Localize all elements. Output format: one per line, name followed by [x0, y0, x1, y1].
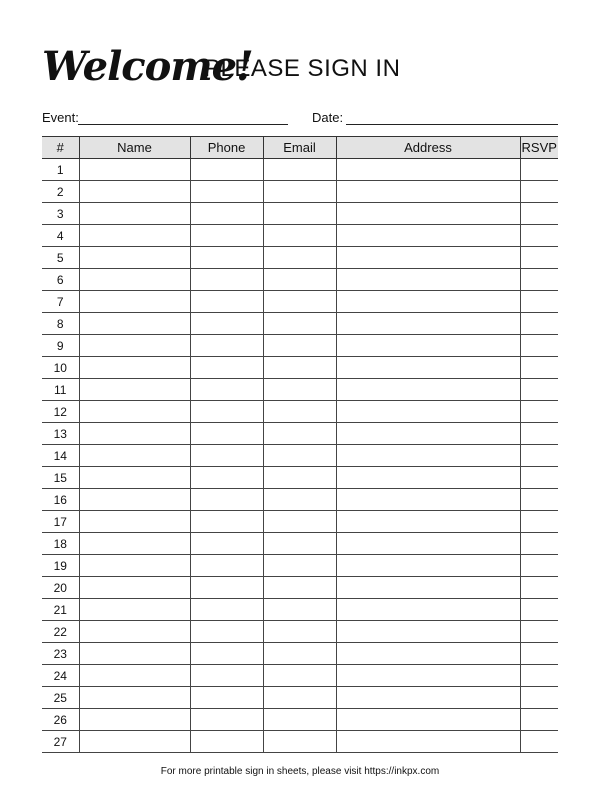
phone-cell[interactable]: [190, 555, 263, 577]
address-cell[interactable]: [336, 621, 520, 643]
address-cell[interactable]: [336, 379, 520, 401]
rsvp-cell[interactable]: [520, 599, 558, 621]
table-row: [42, 159, 558, 181]
rsvp-cell[interactable]: [520, 423, 558, 445]
table-row: [42, 555, 558, 577]
address-cell[interactable]: [336, 423, 520, 445]
name-cell[interactable]: [79, 379, 190, 401]
column-header-rsvp: RSVP: [520, 137, 558, 159]
row-number: 16: [42, 489, 79, 511]
phone-cell[interactable]: [190, 225, 263, 247]
table-row: [42, 489, 558, 511]
rsvp-cell[interactable]: [520, 313, 558, 335]
address-cell[interactable]: [336, 511, 520, 533]
row-number: 14: [42, 445, 79, 467]
rsvp-cell[interactable]: [520, 401, 558, 423]
phone-cell[interactable]: [190, 247, 263, 269]
row-number: 9: [42, 335, 79, 357]
event-date-fields: [42, 109, 558, 129]
name-cell[interactable]: [79, 577, 190, 599]
row-number: 25: [42, 687, 79, 709]
name-cell[interactable]: [79, 709, 190, 731]
address-cell[interactable]: [336, 731, 520, 753]
row-number: 20: [42, 577, 79, 599]
rsvp-cell[interactable]: [520, 247, 558, 269]
rsvp-cell[interactable]: [520, 665, 558, 687]
address-cell[interactable]: [336, 181, 520, 203]
address-cell[interactable]: [336, 401, 520, 423]
name-cell[interactable]: [79, 181, 190, 203]
email-cell[interactable]: [263, 489, 336, 511]
table-row: [42, 335, 558, 357]
name-cell[interactable]: [79, 467, 190, 489]
table-row: [42, 379, 558, 401]
rsvp-cell[interactable]: [520, 643, 558, 665]
event-label: Event:: [42, 110, 79, 125]
welcome-heading: Welcome!: [42, 43, 253, 90]
phone-cell[interactable]: [190, 599, 263, 621]
name-cell[interactable]: [79, 357, 190, 379]
table-row: [42, 533, 558, 555]
address-cell[interactable]: [336, 533, 520, 555]
row-number: 18: [42, 533, 79, 555]
table-row: [42, 269, 558, 291]
address-cell[interactable]: [336, 577, 520, 599]
table-row: [42, 665, 558, 687]
name-cell[interactable]: [79, 555, 190, 577]
email-cell[interactable]: [263, 621, 336, 643]
address-cell[interactable]: [336, 665, 520, 687]
table-row: [42, 467, 558, 489]
row-number: 22: [42, 621, 79, 643]
name-cell[interactable]: [79, 665, 190, 687]
phone-cell[interactable]: [190, 621, 263, 643]
address-cell[interactable]: [336, 225, 520, 247]
column-header-number: #: [42, 137, 79, 159]
table-row: [42, 181, 558, 203]
phone-cell[interactable]: [190, 401, 263, 423]
table-row: [42, 577, 558, 599]
email-cell[interactable]: [263, 291, 336, 313]
name-cell[interactable]: [79, 511, 190, 533]
phone-cell[interactable]: [190, 181, 263, 203]
phone-cell[interactable]: [190, 379, 263, 401]
name-cell[interactable]: [79, 489, 190, 511]
phone-cell[interactable]: [190, 467, 263, 489]
address-cell[interactable]: [336, 599, 520, 621]
address-cell[interactable]: [336, 489, 520, 511]
phone-cell[interactable]: [190, 731, 263, 753]
row-number: 10: [42, 357, 79, 379]
phone-cell[interactable]: [190, 291, 263, 313]
email-cell[interactable]: [263, 533, 336, 555]
address-cell[interactable]: [336, 357, 520, 379]
rsvp-cell[interactable]: [520, 511, 558, 533]
row-number: 1: [42, 159, 79, 181]
column-header-phone: Phone: [190, 137, 263, 159]
email-cell[interactable]: [263, 401, 336, 423]
name-cell[interactable]: [79, 643, 190, 665]
column-header-email: Email: [263, 137, 336, 159]
rsvp-cell[interactable]: [520, 709, 558, 731]
phone-cell[interactable]: [190, 489, 263, 511]
table-row: [42, 445, 558, 467]
table-row: [42, 313, 558, 335]
phone-cell[interactable]: [190, 159, 263, 181]
table-row: [42, 225, 558, 247]
table-row: [42, 599, 558, 621]
row-number: 15: [42, 467, 79, 489]
email-cell[interactable]: [263, 247, 336, 269]
rsvp-cell[interactable]: [520, 291, 558, 313]
table-row: [42, 423, 558, 445]
phone-cell[interactable]: [190, 687, 263, 709]
phone-cell[interactable]: [190, 511, 263, 533]
table-header-row: [42, 137, 558, 159]
rsvp-cell[interactable]: [520, 533, 558, 555]
name-cell[interactable]: [79, 247, 190, 269]
name-cell[interactable]: [79, 313, 190, 335]
email-cell[interactable]: [263, 203, 336, 225]
email-cell[interactable]: [263, 577, 336, 599]
row-number: 23: [42, 643, 79, 665]
email-cell[interactable]: [263, 709, 336, 731]
row-number: 27: [42, 731, 79, 753]
table-row: [42, 291, 558, 313]
email-cell[interactable]: [263, 665, 336, 687]
address-cell[interactable]: [336, 313, 520, 335]
table-row: [42, 731, 558, 753]
email-cell[interactable]: [263, 731, 336, 753]
phone-cell[interactable]: [190, 665, 263, 687]
rsvp-cell[interactable]: [520, 181, 558, 203]
name-cell[interactable]: [79, 335, 190, 357]
phone-cell[interactable]: [190, 709, 263, 731]
table-row: [42, 511, 558, 533]
date-field[interactable]: [346, 124, 558, 125]
row-number: 17: [42, 511, 79, 533]
rsvp-cell[interactable]: [520, 489, 558, 511]
name-cell[interactable]: [79, 269, 190, 291]
column-header-address: Address: [336, 137, 520, 159]
email-cell[interactable]: [263, 643, 336, 665]
name-cell[interactable]: [79, 225, 190, 247]
rsvp-cell[interactable]: [520, 379, 558, 401]
page-title: PLEASE SIGN IN: [204, 55, 401, 82]
row-number: 12: [42, 401, 79, 423]
address-cell[interactable]: [336, 555, 520, 577]
name-cell[interactable]: [79, 445, 190, 467]
email-cell[interactable]: [263, 269, 336, 291]
name-cell[interactable]: [79, 599, 190, 621]
phone-cell[interactable]: [190, 423, 263, 445]
phone-cell[interactable]: [190, 269, 263, 291]
phone-cell[interactable]: [190, 335, 263, 357]
rsvp-cell[interactable]: [520, 159, 558, 181]
row-number: 21: [42, 599, 79, 621]
rsvp-cell[interactable]: [520, 467, 558, 489]
row-number: 11: [42, 379, 79, 401]
phone-cell[interactable]: [190, 203, 263, 225]
row-number: 6: [42, 269, 79, 291]
name-cell[interactable]: [79, 291, 190, 313]
date-label: Date:: [312, 110, 344, 125]
phone-cell[interactable]: [190, 445, 263, 467]
column-header-name: Name: [79, 137, 190, 159]
address-cell[interactable]: [336, 269, 520, 291]
email-cell[interactable]: [263, 181, 336, 203]
phone-cell[interactable]: [190, 533, 263, 555]
table-row: [42, 687, 558, 709]
email-cell[interactable]: [263, 313, 336, 335]
table-row: [42, 203, 558, 225]
address-cell[interactable]: [336, 467, 520, 489]
email-cell[interactable]: [263, 159, 336, 181]
email-cell[interactable]: [263, 225, 336, 247]
rsvp-cell[interactable]: [520, 577, 558, 599]
phone-cell[interactable]: [190, 643, 263, 665]
row-number: 24: [42, 665, 79, 687]
table-row: [42, 709, 558, 731]
row-number: 2: [42, 181, 79, 203]
rsvp-cell[interactable]: [520, 203, 558, 225]
rsvp-cell[interactable]: [520, 445, 558, 467]
email-cell[interactable]: [263, 379, 336, 401]
row-number: 19: [42, 555, 79, 577]
email-cell[interactable]: [263, 423, 336, 445]
name-cell[interactable]: [79, 533, 190, 555]
table-row: [42, 643, 558, 665]
row-number: 8: [42, 313, 79, 335]
email-cell[interactable]: [263, 599, 336, 621]
rsvp-cell[interactable]: [520, 225, 558, 247]
email-cell[interactable]: [263, 687, 336, 709]
table-row: [42, 357, 558, 379]
phone-cell[interactable]: [190, 313, 263, 335]
row-number: 26: [42, 709, 79, 731]
phone-cell[interactable]: [190, 357, 263, 379]
table-row: [42, 401, 558, 423]
rsvp-cell[interactable]: [520, 731, 558, 753]
sign-in-table: [42, 136, 558, 753]
name-cell[interactable]: [79, 423, 190, 445]
footer-note: For more printable sign in sheets, please visit https://inkpx.com: [160, 766, 440, 777]
table-body: [42, 159, 558, 753]
address-cell[interactable]: [336, 445, 520, 467]
address-cell[interactable]: [336, 335, 520, 357]
address-cell[interactable]: [336, 291, 520, 313]
address-cell[interactable]: [336, 203, 520, 225]
event-field[interactable]: [78, 124, 288, 125]
rsvp-cell[interactable]: [520, 357, 558, 379]
table-row: [42, 621, 558, 643]
address-cell[interactable]: [336, 159, 520, 181]
name-cell[interactable]: [79, 687, 190, 709]
row-number: 5: [42, 247, 79, 269]
rsvp-cell[interactable]: [520, 621, 558, 643]
email-cell[interactable]: [263, 511, 336, 533]
table-row: [42, 247, 558, 269]
phone-cell[interactable]: [190, 577, 263, 599]
email-cell[interactable]: [263, 467, 336, 489]
name-cell[interactable]: [79, 621, 190, 643]
email-cell[interactable]: [263, 555, 336, 577]
name-cell[interactable]: [79, 731, 190, 753]
email-cell[interactable]: [263, 445, 336, 467]
address-cell[interactable]: [336, 643, 520, 665]
name-cell[interactable]: [79, 401, 190, 423]
email-cell[interactable]: [263, 357, 336, 379]
rsvp-cell[interactable]: [520, 687, 558, 709]
name-cell[interactable]: [79, 159, 190, 181]
row-number: 7: [42, 291, 79, 313]
address-cell[interactable]: [336, 247, 520, 269]
address-cell[interactable]: [336, 709, 520, 731]
row-number: 13: [42, 423, 79, 445]
rsvp-cell[interactable]: [520, 269, 558, 291]
address-cell[interactable]: [336, 687, 520, 709]
email-cell[interactable]: [263, 335, 336, 357]
name-cell[interactable]: [79, 203, 190, 225]
row-number: 3: [42, 203, 79, 225]
rsvp-cell[interactable]: [520, 335, 558, 357]
rsvp-cell[interactable]: [520, 555, 558, 577]
row-number: 4: [42, 225, 79, 247]
